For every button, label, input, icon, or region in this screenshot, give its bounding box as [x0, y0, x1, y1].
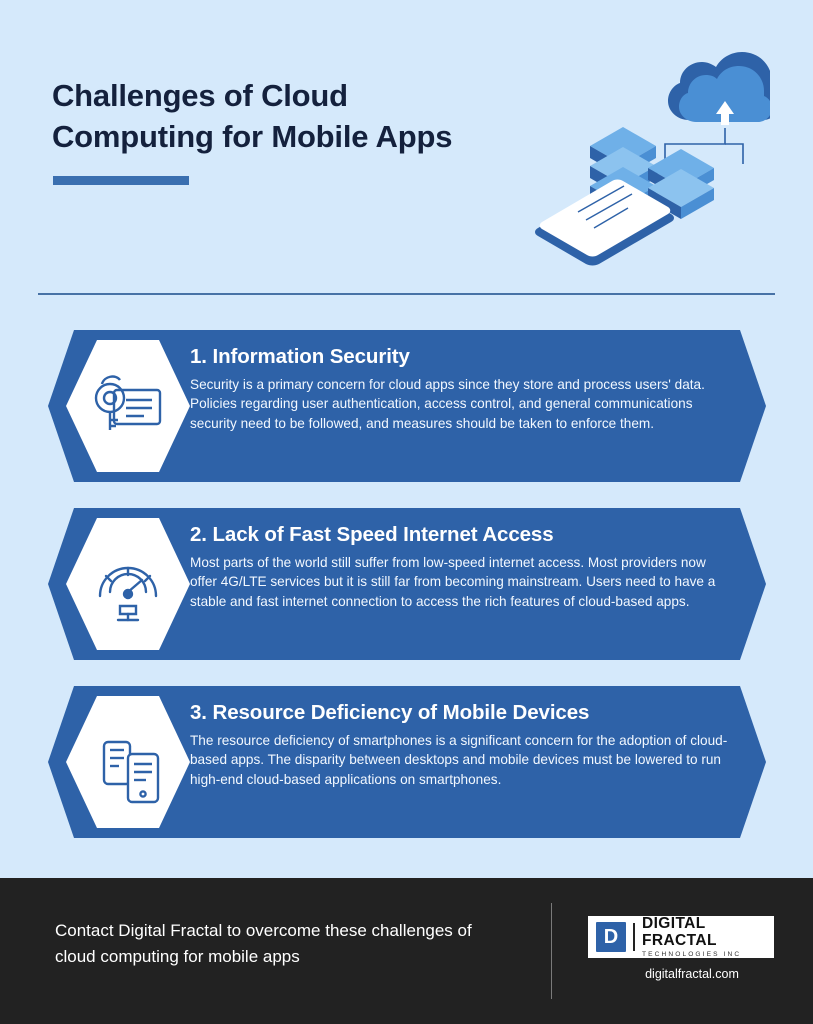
logo-divider	[633, 923, 635, 951]
lock-file-icon	[66, 340, 190, 472]
card-heading: 1. Information Security	[190, 345, 410, 368]
page-title: Challenges of Cloud Computing for Mobile Apps	[52, 78, 453, 154]
challenge-card-2	[48, 508, 766, 660]
mobile-devices-icon	[66, 696, 190, 828]
card-body: Most parts of the world still suffer from low-speed internet access. Most providers now offer 4G/LTE services but it is still far from becoming mainstream. Users need to have a stable and fast internet connection to access the rich features of cloud-based apps.	[190, 554, 716, 610]
logo-wordmark	[642, 916, 766, 958]
card-text	[190, 522, 732, 612]
card-heading: 2. Lack of Fast Speed Internet Access	[190, 523, 554, 546]
card-body: Security is a primary concern for cloud apps since they store and process users' data. Policies regarding user authentication, access control, and general communications security need to be followed, and measures should be taken to enforce them.	[190, 376, 705, 432]
logo-mark-icon: D	[596, 922, 626, 952]
challenge-card-3	[48, 686, 766, 838]
speedometer-icon	[66, 518, 190, 650]
footer-cta-text: Contact Digital Fractal to overcome these challenges of cloud computing for mobile apps	[55, 921, 472, 966]
cloud-server-illustration	[520, 36, 770, 266]
challenge-card-1	[48, 330, 766, 482]
footer	[0, 878, 813, 1024]
card-heading: 3. Resource Deficiency of Mobile Devices	[190, 701, 590, 724]
title-underline	[53, 176, 189, 185]
logo-name: DIGITAL FRACTAL	[642, 915, 717, 949]
footer-divider	[551, 903, 552, 999]
header-divider	[38, 293, 775, 295]
header	[0, 0, 813, 300]
logo-subtitle: TECHNOLOGIES INC	[642, 950, 742, 958]
brand-logo	[588, 916, 774, 958]
card-body: The resource deficiency of smartphones is a significant concern for the adoption of cloud-based apps. The disparity between desktops and mobile devices must be lowered to run high-end cloud-based applications on smartphones.	[190, 732, 728, 788]
card-text	[190, 700, 732, 790]
card-text	[190, 344, 732, 434]
website-link[interactable]: digitalfractal.com	[645, 967, 739, 981]
